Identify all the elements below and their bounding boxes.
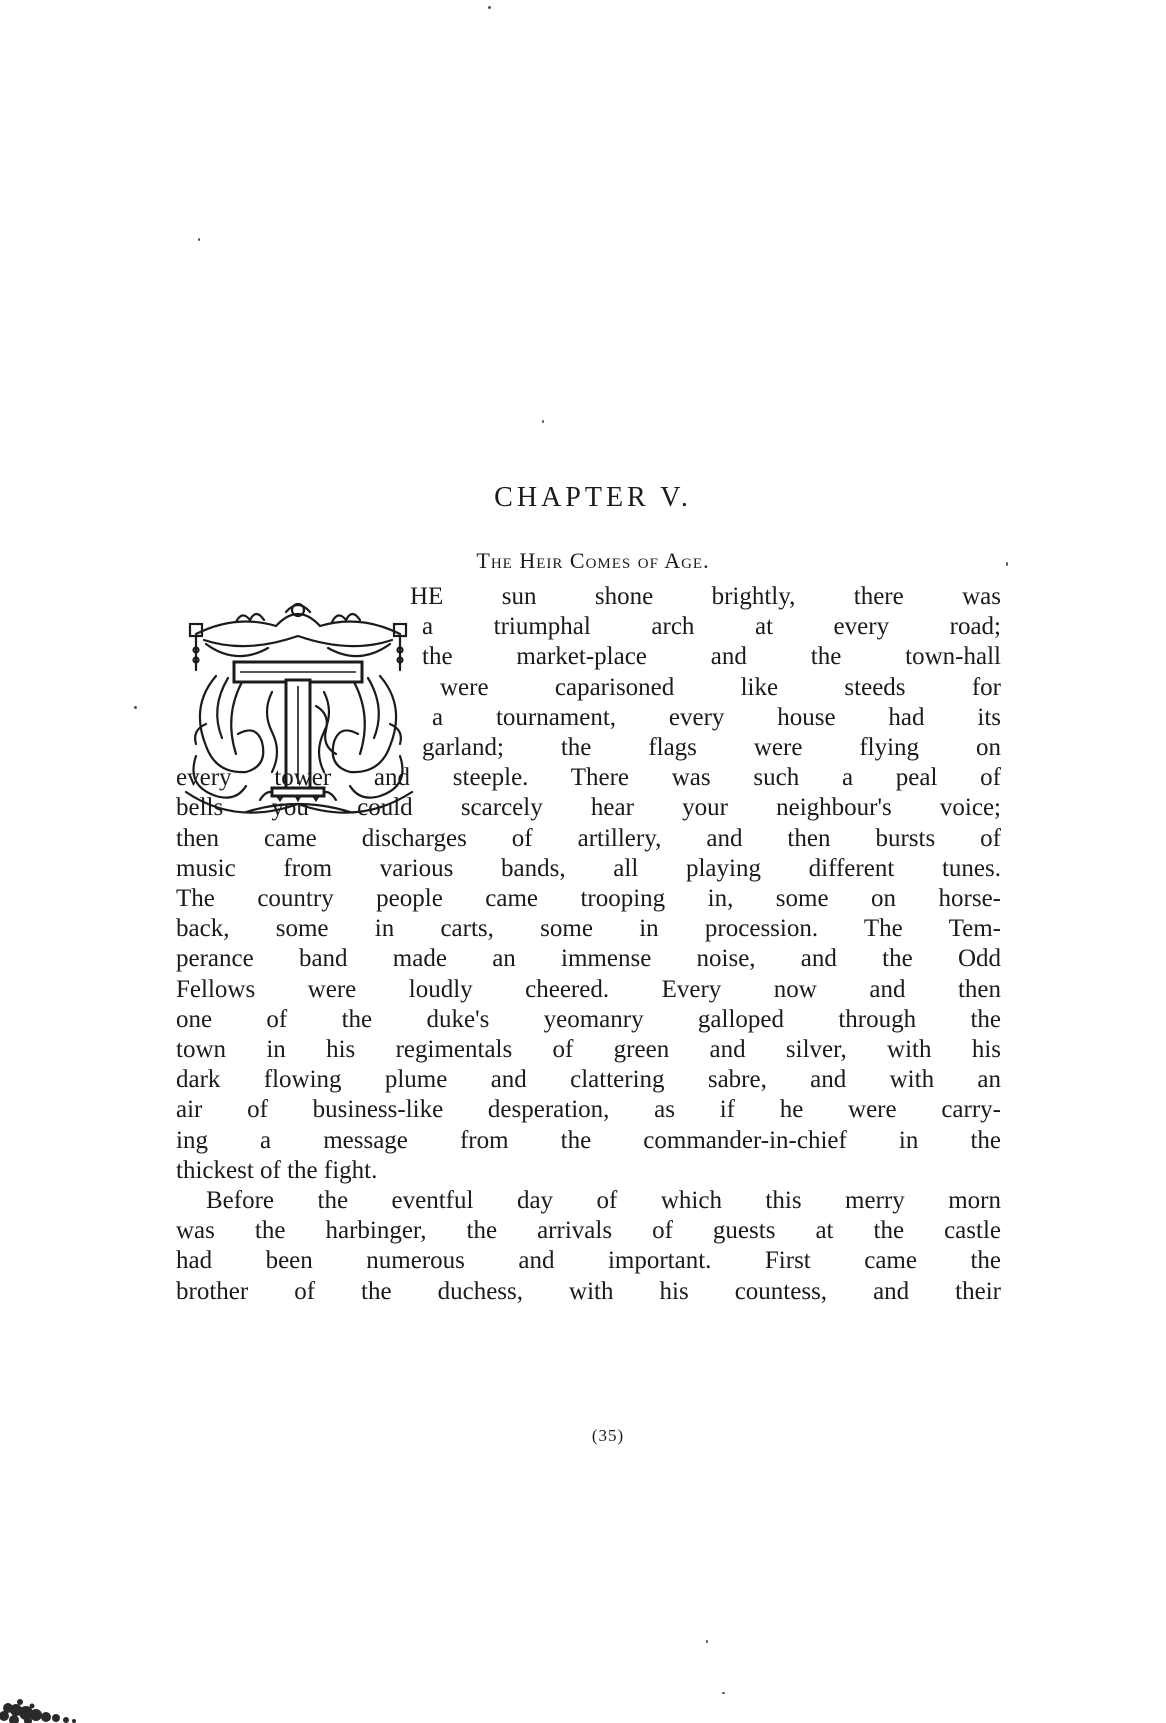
scan-speck [722,1692,725,1694]
text-line: music from various bands, all playing different tunes. [176,855,1001,882]
text-line: had been numerous and important. First came the [176,1247,1001,1274]
scan-smudge-icon [0,1680,90,1723]
text-line: were caparisoned like steeds for [440,674,1001,701]
page-number: (35) [591,1426,625,1445]
text-line: a triumphal arch at every road; [422,613,1001,640]
scan-speck [706,1640,708,1643]
scan-speck [488,6,491,9]
text-line: ing a message from the commander-in-chief in the [176,1127,1001,1154]
text-line: thickest of the fight. [176,1157,378,1184]
scan-speck [1006,562,1008,566]
text-line: The country people came trooping in, some on horse- [176,885,1001,912]
scan-speck [542,420,544,423]
text-line: one of the duke's yeomanry galloped through the [176,1006,1001,1033]
text-line: brother of the duchess, with his countess, and their [176,1278,1001,1305]
text-line: Fellows were loudly cheered. Every now and then [176,976,1001,1003]
text-line: back, some in carts, some in procession. The Tem- [176,915,1001,942]
chapter-subtitle: The Heir Comes of Age. [476,548,710,573]
text-line: Before the eventful day of which this merry morn [206,1187,1001,1214]
text-line: HE sun shone brightly, there was [410,583,1001,610]
text-line: a tournament, every house had its [432,704,1001,731]
text-line: was the harbinger, the arrivals of guests at the castle [176,1217,1001,1244]
text-line: dark flowing plume and clattering sabre, and with an [176,1066,1001,1093]
text-line: perance band made an immense noise, and the Odd [176,945,1001,972]
text-line: air of business-like desperation, as if he were carry- [176,1096,1001,1123]
text-line: bells you could scarcely hear your neighbour's voice; [176,794,1001,821]
text-line: the market-place and the town-hall [422,643,1001,670]
scan-speck [198,238,200,241]
scan-speck [134,706,137,709]
text-line: then came discharges of artillery, and then bursts of [176,825,1001,852]
chapter-heading: CHAPTER V. [494,482,692,513]
text-line: town in his regimentals of green and silver, with his [176,1036,1001,1063]
text-line: garland; the flags were flying on [422,734,1001,761]
text-line: every tower and steeple. There was such a peal of [176,764,1001,791]
